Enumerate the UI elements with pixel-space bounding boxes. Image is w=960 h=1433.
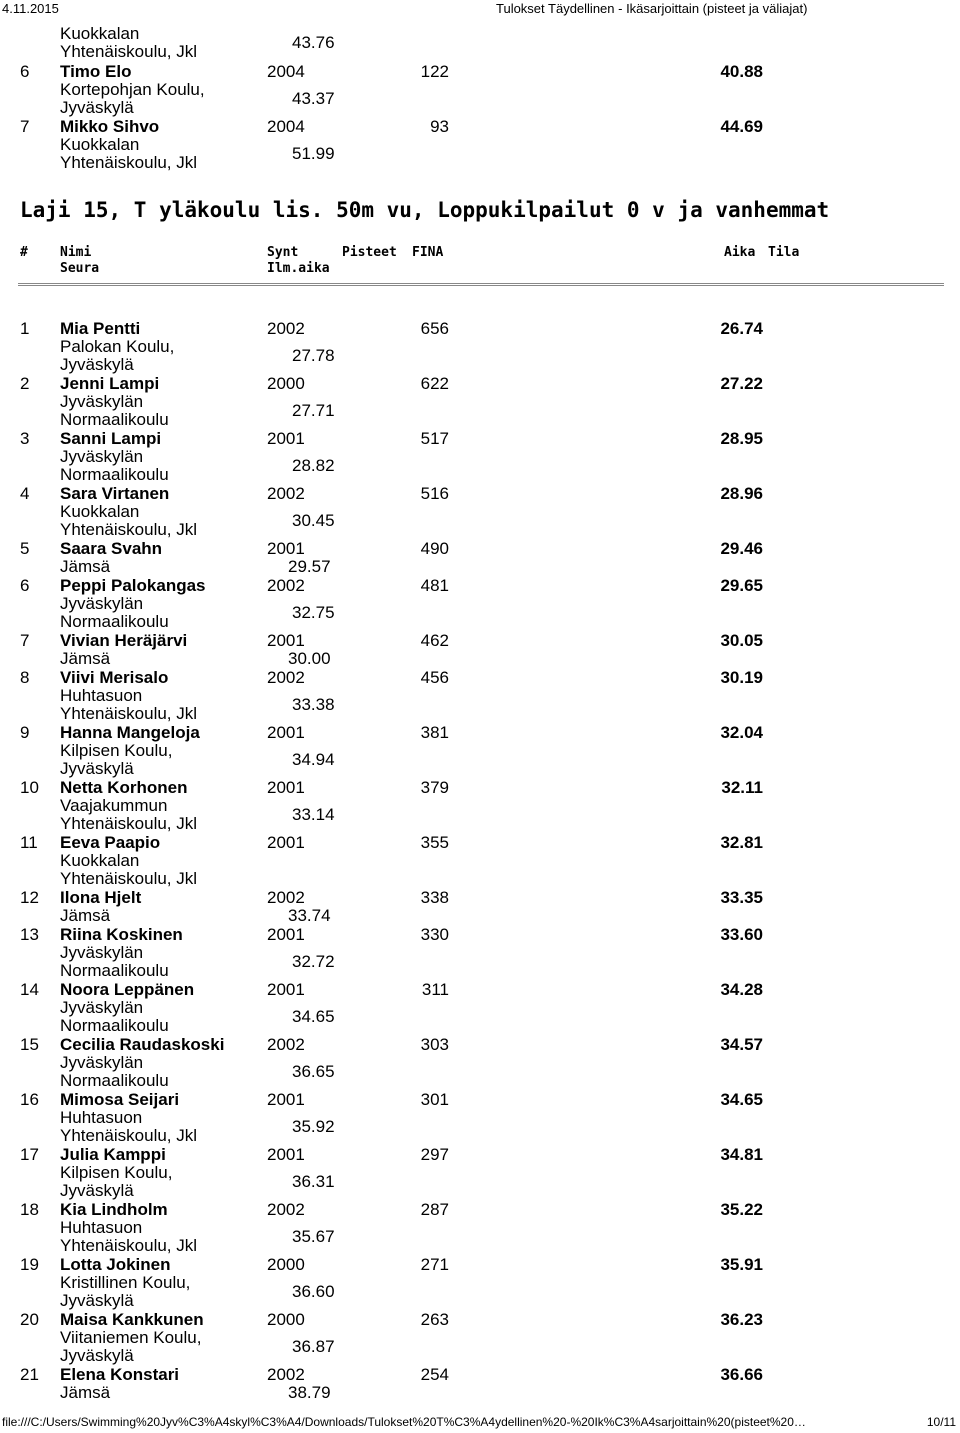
- club-line-1: Jyväskylän: [60, 594, 144, 613]
- points: 379: [420, 778, 449, 797]
- club-line-1: Huhtasuon: [60, 686, 143, 705]
- print-date: 4.11.2015: [2, 1, 59, 16]
- birth-year: 2001: [267, 1145, 305, 1164]
- result-rank: 7: [20, 117, 30, 136]
- col-status: Tila: [768, 245, 800, 260]
- birth-year: 2002: [267, 319, 305, 338]
- result-rank: 3: [20, 429, 30, 448]
- result-rank: 21: [20, 1365, 39, 1384]
- final-time: 28.96: [720, 484, 763, 503]
- result-rank: 12: [20, 888, 39, 907]
- club-line-2: Normaalikoulu: [60, 1071, 169, 1090]
- club-line-2: Jyväskylä: [60, 759, 134, 778]
- swimmer-name: Mimosa Seijari: [60, 1090, 180, 1109]
- points: 516: [420, 484, 449, 503]
- swimmer-name: Noora Leppänen: [60, 980, 195, 999]
- birth-year: 2002: [267, 484, 305, 503]
- document-title: Tulokset Täydellinen - Ikäsarjoittain (pisteet ja väliajat): [496, 1, 808, 16]
- birth-year: 2001: [267, 539, 305, 558]
- swimmer-name: Eeva Paapio: [60, 833, 161, 852]
- result-rank: 9: [20, 723, 30, 742]
- result-rank: 13: [20, 925, 39, 944]
- club-line-1: Jämsä: [60, 906, 111, 925]
- birth-year: 2002: [267, 888, 305, 907]
- club-line-1: Kristillinen Koulu,: [60, 1273, 191, 1292]
- club-line-1: Jyväskylän: [60, 447, 144, 466]
- club-line-1: Kuokkalan: [60, 24, 140, 43]
- birth-year: 2001: [267, 723, 305, 742]
- swimmer-name: Julia Kamppi: [60, 1145, 166, 1164]
- final-time: 36.23: [720, 1310, 763, 1329]
- split-time: 51.99: [292, 144, 335, 163]
- split-time: 32.72: [292, 952, 335, 971]
- club-line-2: Yhtenäiskoulu, Jkl: [60, 1126, 198, 1145]
- swimmer-name: Netta Korhonen: [60, 778, 188, 797]
- split-time: 35.92: [292, 1117, 335, 1136]
- result-rank: 14: [20, 980, 39, 999]
- result-rank: 15: [20, 1035, 39, 1054]
- final-time: 40.88: [720, 62, 763, 81]
- club-line-2: Yhtenäiskoulu, Jkl: [60, 42, 198, 61]
- club-line-1: Kilpisen Koulu,: [60, 1163, 173, 1182]
- club-line-1: Jyväskylän: [60, 943, 144, 962]
- birth-year: 2000: [267, 1255, 305, 1274]
- split-time: 34.65: [292, 1007, 335, 1026]
- points: 263: [420, 1310, 449, 1329]
- page-header: [0, 0, 960, 20]
- club-line-1: Huhtasuon: [60, 1218, 143, 1237]
- result-rank: 7: [20, 631, 30, 650]
- swimmer-name: Lotta Jokinen: [60, 1255, 171, 1274]
- club-line-2: Normaalikoulu: [60, 612, 169, 631]
- split-time: 38.79: [288, 1383, 331, 1402]
- club-line-1: Jyväskylän: [60, 998, 144, 1017]
- points: 656: [420, 319, 449, 338]
- birth-year: 2000: [267, 1310, 305, 1329]
- swimmer-name: Viivi Merisalo: [60, 668, 169, 687]
- points: 311: [421, 980, 449, 999]
- club-line-2: Jyväskylä: [60, 1291, 134, 1310]
- result-rank: 11: [20, 833, 38, 852]
- swimmer-name: Mia Pentti: [60, 319, 141, 338]
- col-time: Aika: [724, 245, 756, 260]
- club-line-2: Jyväskylä: [60, 355, 134, 374]
- club-line-1: Kilpisen Koulu,: [60, 741, 173, 760]
- points: 338: [420, 888, 449, 907]
- points: 456: [420, 668, 449, 687]
- col-name: Nimi: [60, 245, 92, 260]
- swimmer-name: Hanna Mangeloja: [60, 723, 200, 742]
- swimmer-name: Ilona Hjelt: [60, 888, 142, 907]
- swimmer-name: Saara Svahn: [60, 539, 163, 558]
- final-time: 44.69: [720, 117, 763, 136]
- final-time: 26.74: [720, 319, 763, 338]
- points: 271: [420, 1255, 449, 1274]
- swimmer-name: Jenni Lampi: [60, 374, 160, 393]
- points: 297: [420, 1145, 449, 1164]
- final-time: 32.81: [720, 833, 763, 852]
- split-time: 33.74: [288, 906, 331, 925]
- split-time: 30.00: [288, 649, 331, 668]
- col-club: Seura: [60, 261, 100, 276]
- points: 462: [420, 631, 449, 650]
- split-time: 33.14: [292, 805, 335, 824]
- club-line-1: Jämsä: [60, 1383, 111, 1402]
- swimmer-name: Cecilia Raudaskoski: [60, 1035, 225, 1054]
- club-line-2: Normaalikoulu: [60, 1016, 169, 1035]
- split-time: 34.94: [292, 750, 335, 769]
- col-points: Pisteet: [342, 245, 397, 260]
- points: 122: [420, 62, 449, 81]
- split-time: 43.76: [292, 33, 335, 52]
- swimmer-name: Vivian Heräjärvi: [60, 631, 188, 650]
- points: 517: [420, 429, 449, 448]
- final-time: 29.65: [720, 576, 763, 595]
- club-line-2: Normaalikoulu: [60, 410, 169, 429]
- final-time: 34.81: [720, 1145, 763, 1164]
- birth-year: 2001: [267, 1090, 305, 1109]
- final-time: 33.35: [720, 888, 763, 907]
- club-line-1: Jämsä: [60, 557, 111, 576]
- club-line-1: Jyväskylän: [60, 1053, 144, 1072]
- swimmer-name: Peppi Palokangas: [60, 576, 206, 595]
- swimmer-name: Sanni Lampi: [60, 429, 162, 448]
- club-line-1: Jyväskylän: [60, 392, 144, 411]
- points: 355: [420, 833, 449, 852]
- col-fina: FINA: [412, 245, 444, 260]
- page-number: 10/11: [926, 1415, 956, 1429]
- club-line-1: Kuokkalan: [60, 135, 140, 154]
- points: 287: [420, 1200, 449, 1219]
- result-rank: 20: [20, 1310, 39, 1329]
- birth-year: 2001: [267, 631, 305, 650]
- birth-year: 2002: [267, 576, 305, 595]
- split-time: 30.45: [292, 511, 335, 530]
- final-time: 35.91: [720, 1255, 763, 1274]
- club-line-2: Normaalikoulu: [60, 465, 169, 484]
- split-time: 27.78: [292, 346, 335, 365]
- birth-year: 2000: [267, 374, 305, 393]
- birth-year: 2001: [267, 833, 305, 852]
- final-time: 33.60: [720, 925, 763, 944]
- split-time: 36.87: [292, 1337, 335, 1356]
- col-born: Synt: [267, 245, 299, 260]
- club-line-1: Kuokkalan: [60, 502, 140, 521]
- page-footer: [0, 1413, 960, 1433]
- swimmer-name: Elena Konstari: [60, 1365, 180, 1384]
- swimmer-name: Kia Lindholm: [60, 1200, 168, 1219]
- birth-year: 2002: [267, 1200, 305, 1219]
- split-time: 36.65: [292, 1062, 335, 1081]
- swimmer-name: Sara Virtanen: [60, 484, 170, 503]
- split-time: 29.57: [288, 557, 331, 576]
- result-rank: 5: [20, 539, 30, 558]
- club-line-1: Viitaniemen Koulu,: [60, 1328, 202, 1347]
- club-line-1: Kuokkalan: [60, 851, 140, 870]
- birth-year: 2002: [267, 1365, 305, 1384]
- final-time: 30.05: [720, 631, 763, 650]
- club-line-1: Palokan Koulu,: [60, 337, 175, 356]
- split-time: 36.31: [292, 1172, 335, 1191]
- birth-year: 2001: [267, 778, 305, 797]
- final-time: 36.66: [720, 1365, 763, 1384]
- club-line-2: Yhtenäiskoulu, Jkl: [60, 520, 198, 539]
- points: 490: [420, 539, 449, 558]
- birth-year: 2001: [267, 429, 305, 448]
- final-time: 29.46: [720, 539, 763, 558]
- swimmer-name: Timo Elo: [60, 62, 132, 81]
- club-line-2: Yhtenäiskoulu, Jkl: [60, 869, 198, 888]
- club-line-2: Jyväskylä: [60, 1346, 134, 1365]
- file-path: file:///C:/Users/Swimming%20Jyv%C3%A4skyl%C3%A4/Downloads/Tulokset%20T%C3%A4ydellinen%20-%20Ik%C3%A4sarjoittain%20(pisteet%20…: [2, 1415, 806, 1429]
- club-line-2: Yhtenäiskoulu, Jkl: [60, 153, 198, 172]
- points: 254: [420, 1365, 449, 1384]
- final-time: 32.11: [721, 778, 763, 797]
- split-time: 32.75: [292, 603, 335, 622]
- birth-year: 2004: [267, 117, 305, 136]
- final-time: 34.28: [720, 980, 763, 999]
- points: 93: [430, 117, 449, 136]
- split-time: 27.71: [292, 401, 335, 420]
- split-time: 36.60: [292, 1282, 335, 1301]
- club-line-1: Jämsä: [60, 649, 111, 668]
- final-time: 28.95: [720, 429, 763, 448]
- header-rule: [18, 283, 944, 286]
- points: 381: [420, 723, 449, 742]
- birth-year: 2002: [267, 668, 305, 687]
- final-time: 30.19: [720, 668, 763, 687]
- birth-year: 2002: [267, 1035, 305, 1054]
- birth-year: 2001: [267, 925, 305, 944]
- result-rank: 19: [20, 1255, 39, 1274]
- split-time: 28.82: [292, 456, 335, 475]
- points: 481: [420, 576, 449, 595]
- club-line-1: Vaajakummun: [60, 796, 168, 815]
- result-rank: 6: [20, 576, 30, 595]
- result-rank: 10: [20, 778, 39, 797]
- birth-year: 2001: [267, 980, 305, 999]
- points: 301: [420, 1090, 449, 1109]
- result-rank: 2: [20, 374, 30, 393]
- club-line-2: Jyväskylä: [60, 98, 134, 117]
- swimmer-name: Riina Koskinen: [60, 925, 183, 944]
- club-line-1: Huhtasuon: [60, 1108, 143, 1127]
- split-time: 33.38: [292, 695, 335, 714]
- swimmer-name: Mikko Sihvo: [60, 117, 160, 136]
- club-line-2: Yhtenäiskoulu, Jkl: [60, 814, 198, 833]
- final-time: 35.22: [720, 1200, 763, 1219]
- result-rank: 1: [20, 319, 30, 338]
- club-line-2: Normaalikoulu: [60, 961, 169, 980]
- club-line-2: Yhtenäiskoulu, Jkl: [60, 1236, 198, 1255]
- result-rank: 18: [20, 1200, 39, 1219]
- points: 303: [420, 1035, 449, 1054]
- split-time: 35.67: [292, 1227, 335, 1246]
- points: 330: [420, 925, 449, 944]
- swimmer-name: Maisa Kankkunen: [60, 1310, 204, 1329]
- result-rank: 8: [20, 668, 30, 687]
- col-hash: #: [20, 245, 28, 260]
- club-line-2: Jyväskylä: [60, 1181, 134, 1200]
- event-heading: Laji 15, T yläkoulu lis. 50m vu, Loppukilpailut 0 v ja vanhemmat: [20, 198, 830, 222]
- result-rank: 4: [20, 484, 30, 503]
- result-rank: 6: [20, 62, 30, 81]
- club-line-1: Kortepohjan Koulu,: [60, 80, 205, 99]
- final-time: 32.04: [720, 723, 763, 742]
- result-rank: 16: [20, 1090, 39, 1109]
- final-time: 27.22: [720, 374, 763, 393]
- points: 622: [420, 374, 449, 393]
- split-time: 43.37: [292, 89, 335, 108]
- club-line-2: Yhtenäiskoulu, Jkl: [60, 704, 198, 723]
- col-seed-time: Ilm.aika: [267, 261, 330, 276]
- birth-year: 2004: [267, 62, 305, 81]
- final-time: 34.65: [720, 1090, 763, 1109]
- result-rank: 17: [20, 1145, 39, 1164]
- final-time: 34.57: [720, 1035, 763, 1054]
